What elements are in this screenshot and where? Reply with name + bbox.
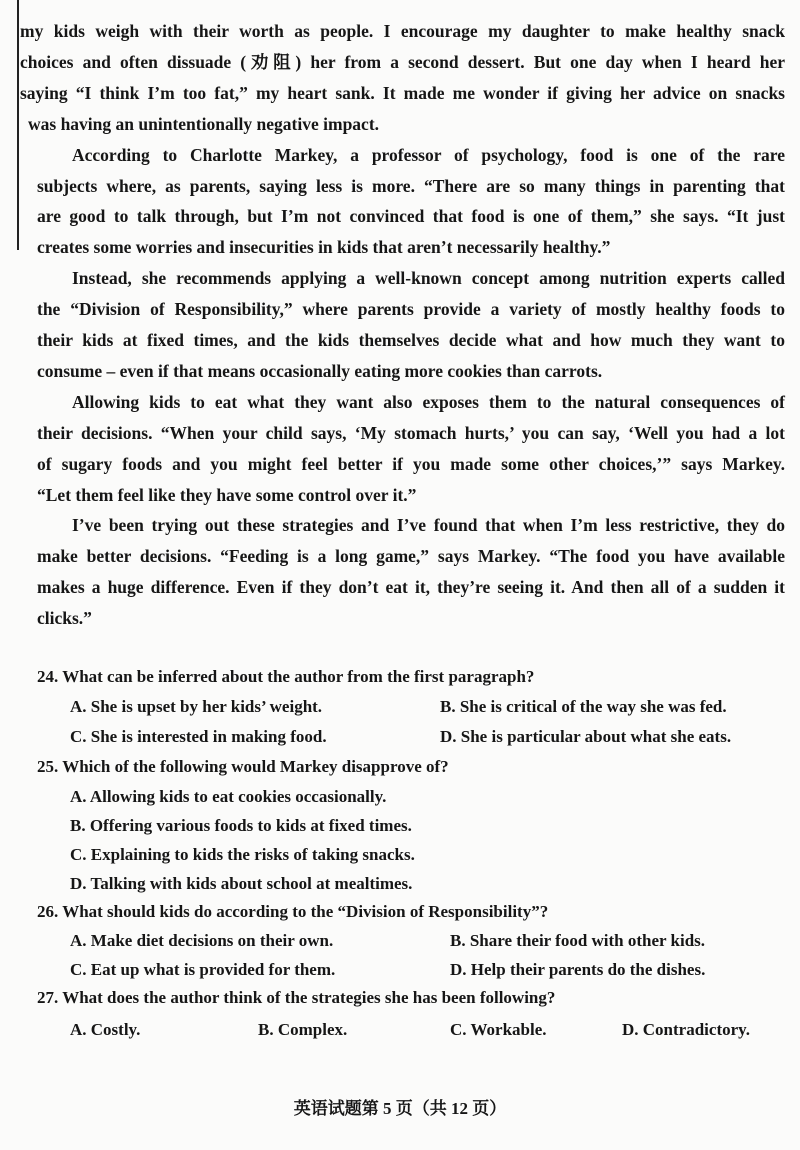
answer-option: D. Contradictory. xyxy=(622,1020,750,1039)
passage-line: their kids at fixed times, and the kids themselves decide what and how much they want to xyxy=(37,330,785,350)
answer-option: C. She is interested in making food. xyxy=(70,727,327,746)
passage-line: make better decisions. “Feeding is a long game,” says Markey. “The food you have available xyxy=(37,546,785,567)
passage-line: I’ve been trying out these strategies and I’ve found that when I’m less restrictive, they do xyxy=(72,515,785,536)
passage-line: the “Division of Responsibility,” where parents provide a variety of mostly healthy foods to xyxy=(37,299,785,320)
margin-rule xyxy=(17,0,19,250)
answer-option: D. Talking with kids about school at mealtimes. xyxy=(70,874,413,893)
answer-option: C. Workable. xyxy=(450,1020,547,1039)
answer-option: B. She is critical of the way she was fed. xyxy=(440,697,727,716)
answer-option: A. Make diet decisions on their own. xyxy=(70,931,334,950)
question-stem: 25. Which of the following would Markey disapprove of? xyxy=(37,757,449,776)
passage-line: was having an unintentionally negative impact. xyxy=(28,113,380,134)
passage-line: clicks.” xyxy=(37,608,92,629)
passage-line: creates some worries and insecurities in kids that aren’t necessarily healthy.” xyxy=(37,237,611,258)
passage-line: “Let them feel like they have some control over it.” xyxy=(37,484,417,505)
answer-option: D. She is particular about what she eats. xyxy=(440,727,732,746)
passage-line: Instead, she recommends applying a well-known concept among nutrition experts called xyxy=(72,268,785,289)
answer-option: A. Costly. xyxy=(70,1020,141,1039)
question-stem: 27. What does the author think of the strategies she has been following? xyxy=(37,988,556,1007)
answer-option: A. She is upset by her kids’ weight. xyxy=(70,697,323,716)
answer-option: B. Complex. xyxy=(258,1020,348,1039)
passage-line: choices and often dissuade (劝阻) her from a second dessert. But one day when I heard her xyxy=(20,51,785,72)
passage-line: are good to talk through, but I’m not convinced that food is one of them,” she says. “It just xyxy=(37,206,785,227)
passage-line: subjects where, as parents, saying less is more. “There are so many things in parenting that xyxy=(37,175,785,196)
answer-option: B. Offering various foods to kids at fixed times. xyxy=(70,816,412,835)
passage-line: my kids weigh with their worth as people. I encourage my daughter to make healthy snack xyxy=(20,21,785,41)
question-stem: 24. What can be inferred about the author from the first paragraph? xyxy=(37,667,535,686)
answer-option: B. Share their food with other kids. xyxy=(450,931,706,950)
answer-option: C. Eat up what is provided for them. xyxy=(70,960,336,979)
passage-line: consume – even if that means occasionally eating more cookies than carrots. xyxy=(37,360,603,381)
answer-option: C. Explaining to kids the risks of taking snacks. xyxy=(70,845,415,864)
passage-line: their decisions. “When your child says, ‘My stomach hurts,’ you can say, ‘Well you had a lot xyxy=(37,422,785,443)
question-stem: 26. What should kids do according to the “Division of Responsibility”? xyxy=(37,902,549,921)
passage-line: saying “I think I’m too fat,” my heart sank. It made me wonder if giving her advice on snacks xyxy=(20,82,785,103)
passage-line: According to Charlotte Markey, a professor of psychology, food is one of the rare xyxy=(72,144,785,165)
page-footer: 英语试题第 5 页（共 12 页） xyxy=(293,1099,507,1118)
passage-line: makes a huge difference. Even if they don’t eat it, they’re seeing it. And then all of a sudden it xyxy=(37,577,785,598)
passage-line: of sugary foods and you might feel better if you made some other choices,’” says Markey. xyxy=(37,453,785,474)
answer-option: A. Allowing kids to eat cookies occasionally. xyxy=(70,787,387,806)
answer-option: D. Help their parents do the dishes. xyxy=(450,960,706,979)
passage-line: Allowing kids to eat what they want also exposes them to the natural consequences of xyxy=(72,391,785,412)
